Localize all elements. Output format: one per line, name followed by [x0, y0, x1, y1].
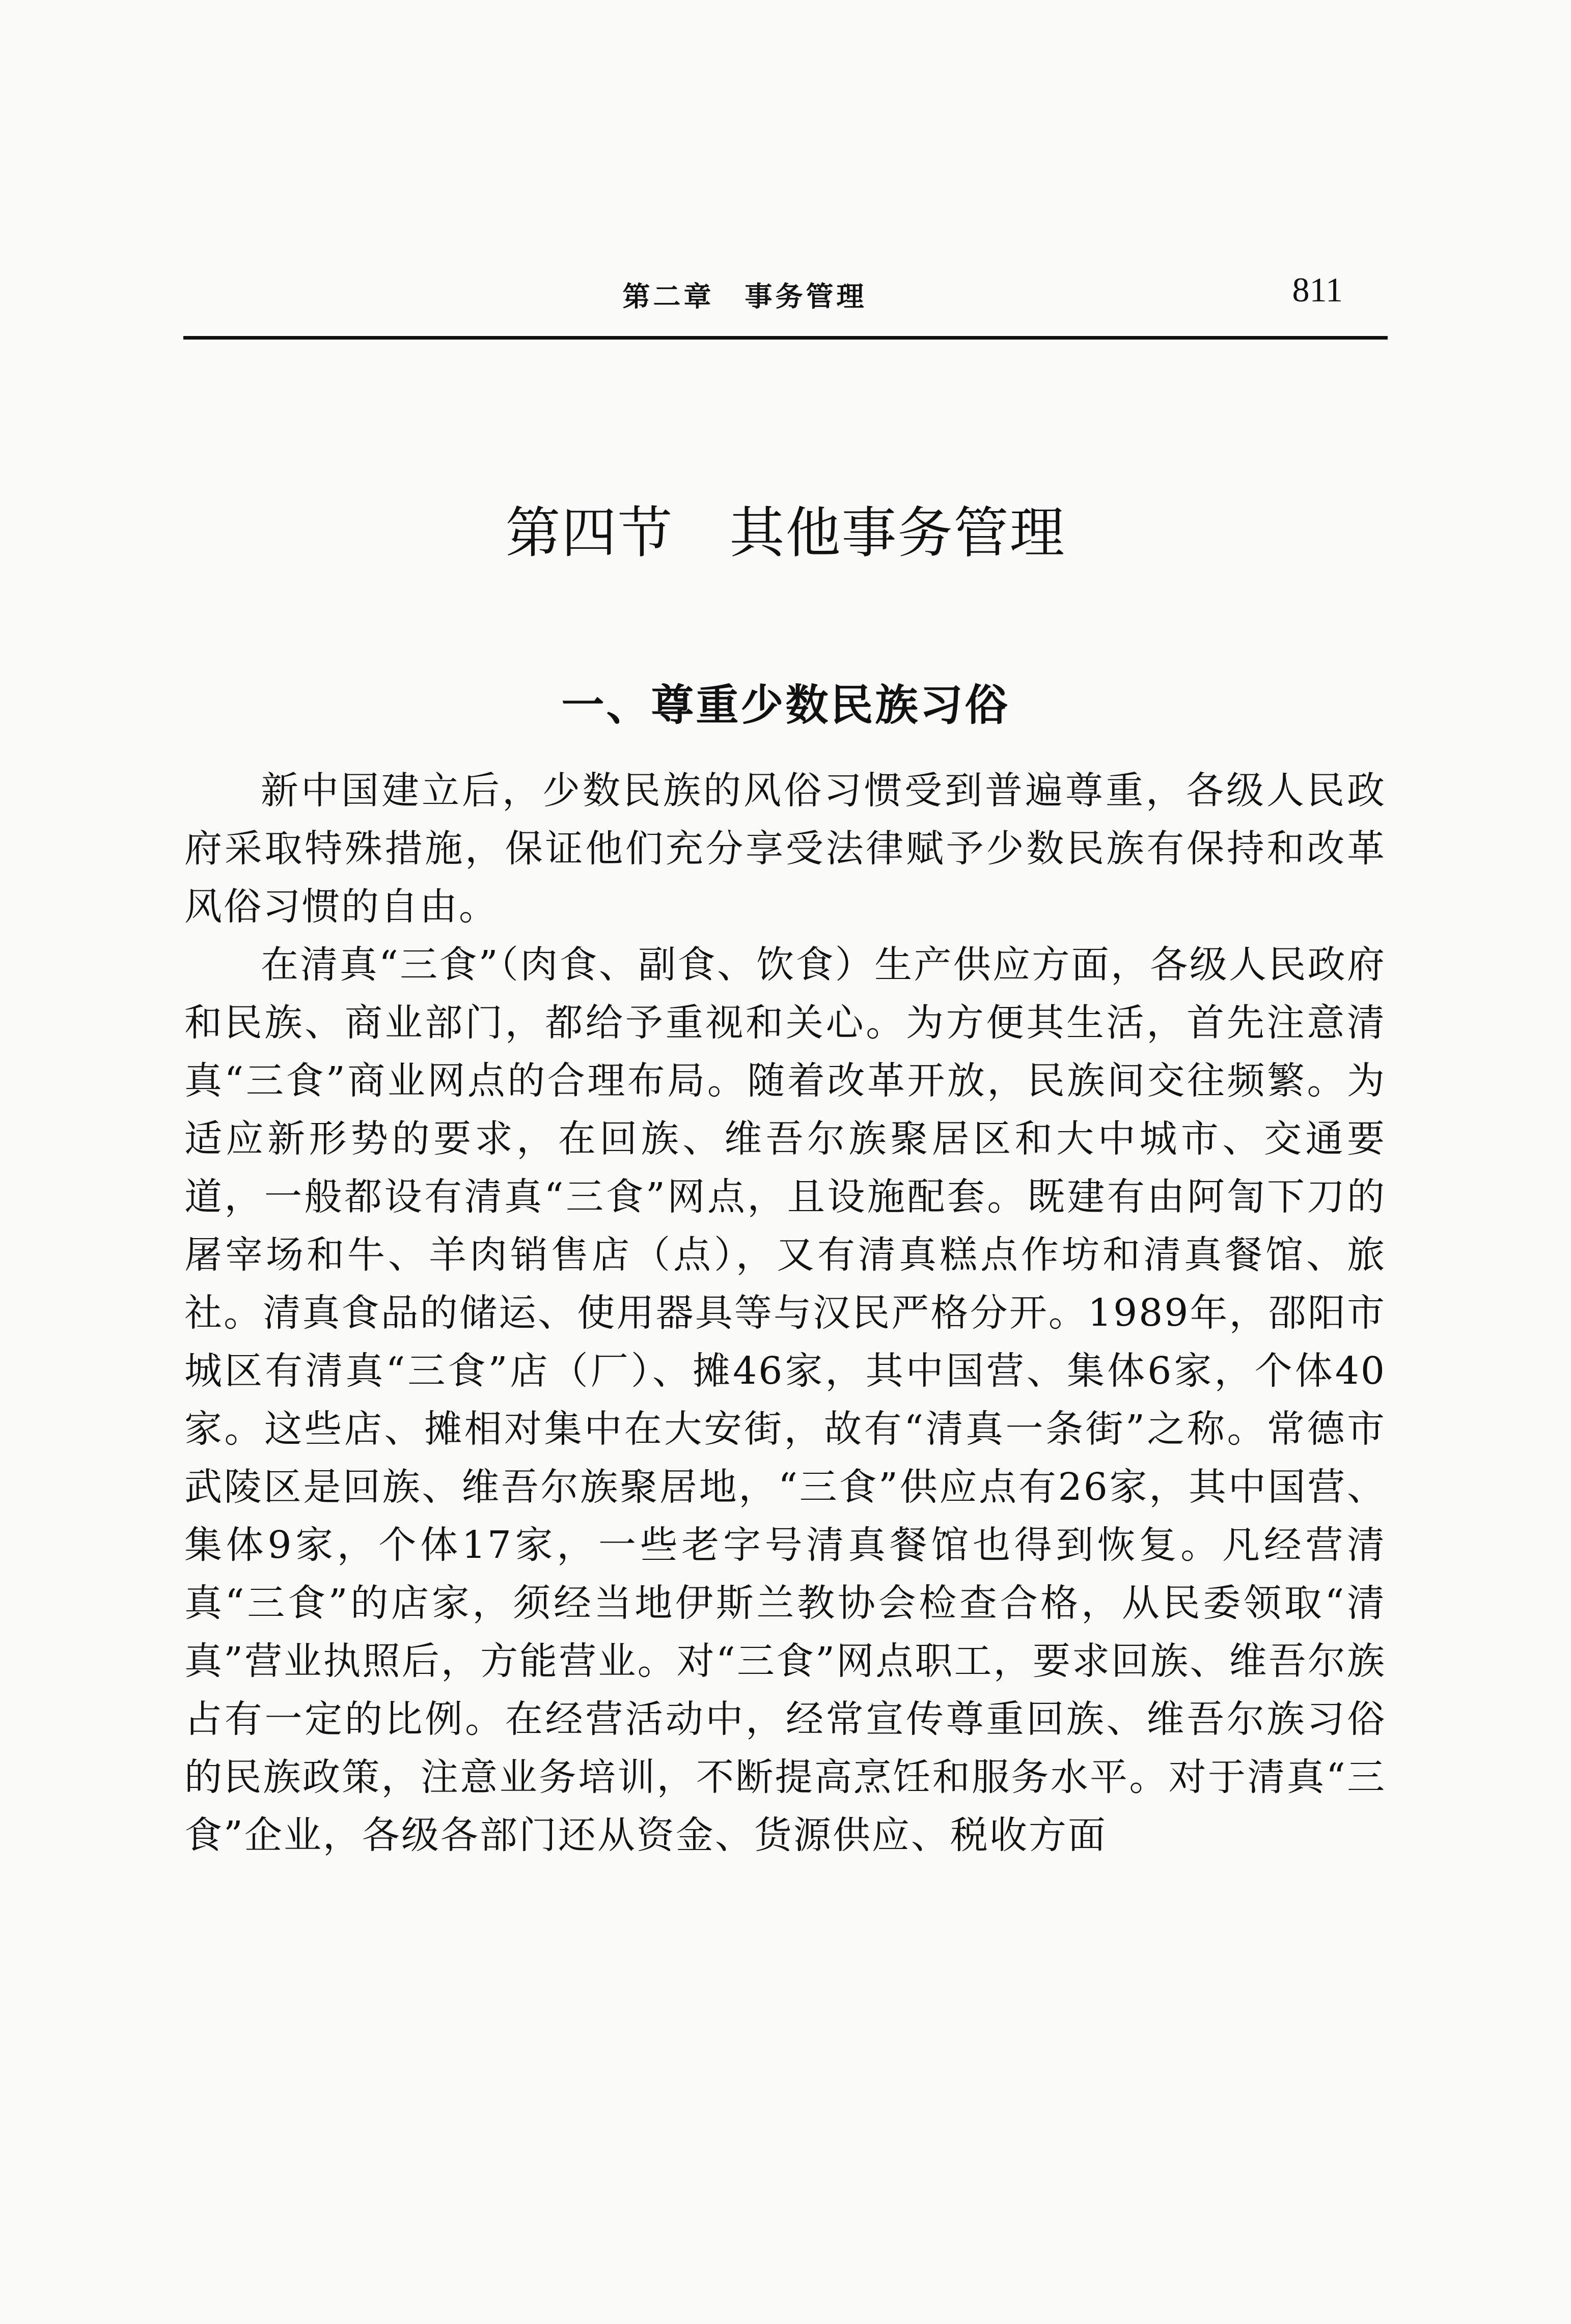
body-text — [184, 762, 1386, 1864]
header-rule — [183, 336, 1388, 340]
section-title: 第四节 其他事务管理 — [505, 501, 1066, 565]
running-header — [183, 265, 1388, 341]
paragraph: 在清真“三食”（肉食、副食、饮食）生产供应方面，各级人民政府和民族、商业部门，都给予重视和关心。为方便其生活，首先注意清真“三食”商业网点的合理布局。随着改革开放，民族间交往频繁。为适应新形势的要求，在回族、维吾尔族聚居区和大中城市、交通要道，一般都设有清真“三食”网点，且设施配套。既建有由阿訇下刀的屠宰场和牛、羊肉销售店（点），又有清真糕点作坊和清真餐馆、旅社。清真食品的储运、使用器具等与汉民严格分开。1989年，邵阳市城区有清真“三食”店（厂）、摊46家，其中国营、集体6家，个体40家。这些店、摊相对集中在大安街，故有“清真一条街”之称。常德市武陵区是回族、维吾尔族聚居地，“三食”供应点有26家，其中国营、集体9家，个体17家，一些老字号清真餐馆也得到恢复。凡经营清真“三食”的店家，须经当地伊斯兰教协会检查合格，从民委领取“清真”营业执照后，方能营业。对“三食”网点职工，要求回族、维吾尔族占有一定的比例。在经营活动中，经常宣传尊重回族、维吾尔族习俗的民族政策，注意业务培训，不断提高烹饪和服务水平。对于清真“三食”企业，各级各部门还从资金、货源供应、税收方面 — [184, 943, 1386, 1857]
page-number: 811 — [1292, 270, 1343, 309]
chapter-label: 第二章 事务管理 — [622, 281, 867, 313]
paragraph: 新中国建立后，少数民族的风俗习惯受到普遍尊重，各级人民政府采取特殊措施，保证他们充分享受法律赋予少数民族有保持和改革风俗习惯的自由。 — [184, 769, 1386, 929]
subsection-title: 一、尊重少数民族习俗 — [561, 680, 1010, 730]
